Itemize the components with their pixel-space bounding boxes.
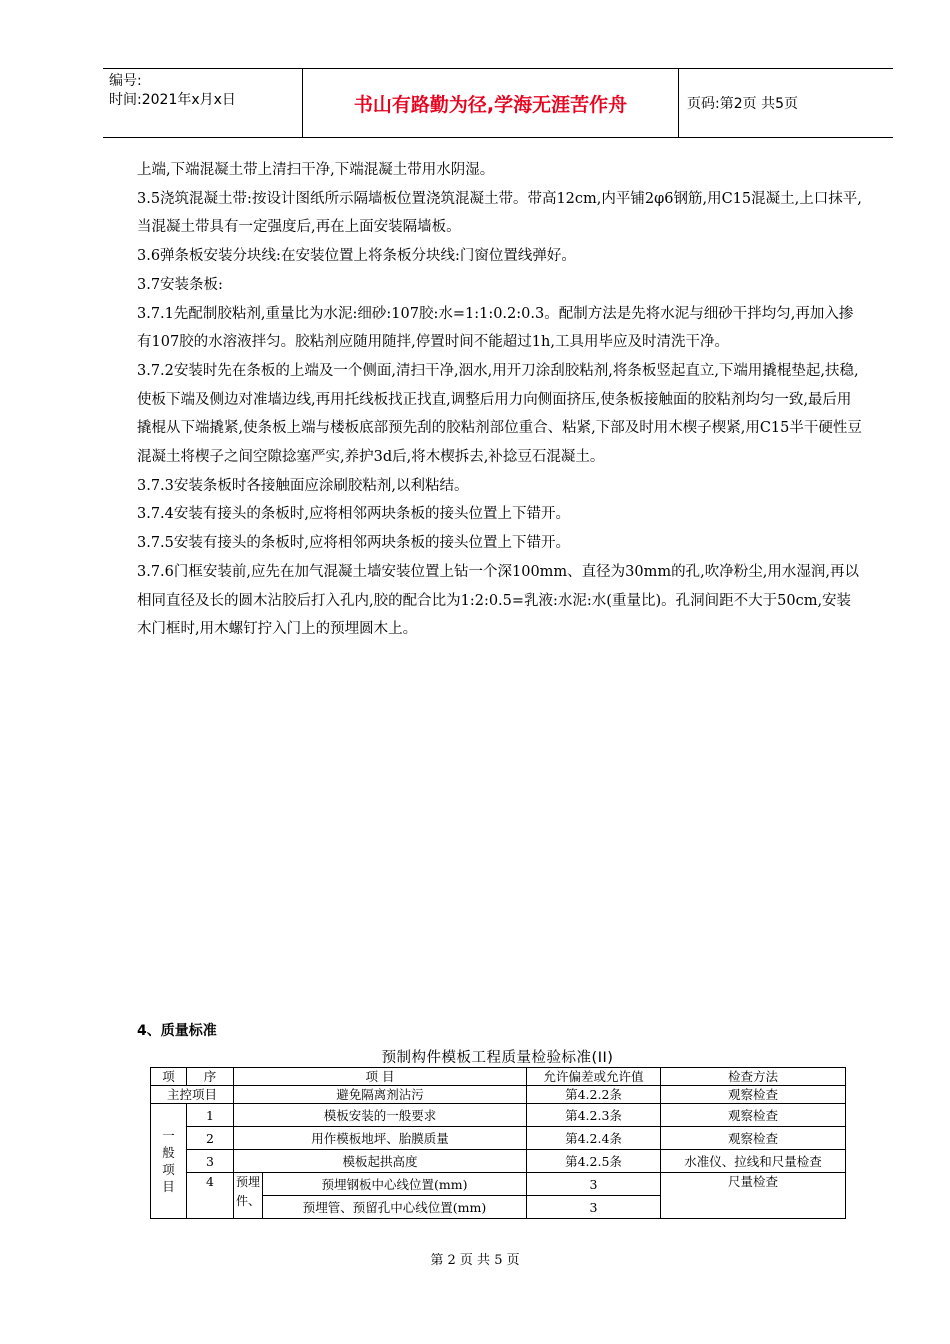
- row-tolerance: 第4.2.5条: [527, 1150, 661, 1173]
- table-header-row: [151, 1068, 846, 1086]
- section-title: 4、质量标准: [137, 1023, 217, 1039]
- row-tolerance: 3: [527, 1173, 661, 1196]
- header-tolerance: 允许偏差或允许值: [527, 1068, 661, 1086]
- row-seq: 2: [187, 1127, 234, 1150]
- row-tolerance: 第4.2.4条: [527, 1127, 661, 1150]
- row-content: 预埋管、预留孔中心线位置(mm): [263, 1196, 527, 1219]
- row-method: 尺量检查: [661, 1173, 846, 1219]
- row-seq: 4: [187, 1173, 234, 1219]
- paragraph: 3.7.6门框安装前,应先在加气混凝土墙安装位置上钻一个深100mm、直径为30mm的孔,吹净粉尘,用水湿润,再以相同直径及长的圆木沾胶后打入孔内,胶的配合比为1:2:0.5=乳液:水泥:水(重量比)。孔洞间距不大于50cm,安装木门框时,用木螺钉拧入门上的预埋圆木上。: [137, 563, 859, 638]
- row-content: 避免隔离剂沾污: [234, 1086, 527, 1104]
- paragraph: 3.7安装条板:: [137, 276, 223, 293]
- header-content: 项 目: [234, 1068, 527, 1086]
- table-row: [151, 1173, 846, 1196]
- table-row: [151, 1086, 846, 1104]
- paragraph: 3.5浇筑混凝土带:按设计图纸所示隔墙板位置浇筑混凝土带。带高12cm,内平铺2φ6钢筋,用C15混凝土,上口抹平,当混凝土带具有一定强度后,再在上面安装隔墙板。: [137, 190, 862, 236]
- paragraph: 3.6弹条板安装分块线:在安装位置上将条板分块线:门窗位置线弹好。: [137, 248, 576, 265]
- paragraph: 3.7.4安装有接头的条板时,应将相邻两块条板的接头位置上下错开。: [137, 506, 571, 523]
- page-header: [103, 68, 893, 138]
- row4-sub-label: 预埋件、: [234, 1173, 263, 1219]
- row-method: 观察检查: [661, 1104, 846, 1127]
- table-row: [151, 1104, 846, 1127]
- paragraph: 3.7.5安装有接头的条板时,应将相邻两块条板的接头位置上下错开。: [137, 535, 571, 552]
- general-category: 一 般 项 目: [151, 1104, 187, 1219]
- header-seq: 序: [187, 1068, 234, 1086]
- paragraph: 上端,下端混凝土带上清扫干净,下端混凝土带用水阴湿。: [137, 162, 495, 178]
- row-seq: 3: [187, 1150, 234, 1173]
- header-slogan: 书山有路勤为径,学海无涯苦作舟: [303, 69, 679, 137]
- header-page-number: 页码:第2页 共5页: [687, 96, 798, 112]
- row-content: 用作模板地坪、胎膜质量: [234, 1127, 527, 1150]
- document-time-label: 时间:2021年x月x日: [109, 92, 236, 108]
- row-content: 模板安装的一般要求: [234, 1104, 527, 1127]
- row-method: 观察检查: [661, 1086, 846, 1104]
- row-content: 模板起拱高度: [234, 1150, 527, 1173]
- table-row: [151, 1127, 846, 1150]
- body-text: [137, 156, 862, 644]
- row-method: 水准仪、拉线和尺量检查: [661, 1150, 846, 1173]
- document-number-label: 编号:: [109, 73, 142, 89]
- header-info: [103, 69, 303, 137]
- row-tolerance: 第4.2.3条: [527, 1104, 661, 1127]
- paragraph: 3.7.1先配制胶粘剂,重量比为水泥:细砂:107胶:水=1:1:0.2:0.3。配制方法是先将水泥与细砂干拌均匀,再加入掺有107胶的水溶液拌匀。胶粘剂应随用随拌,停置时间不能超过1h,工具用毕应及时清洗干净。: [137, 305, 854, 351]
- header-item: 项: [151, 1068, 187, 1086]
- row-method: 观察检查: [661, 1127, 846, 1150]
- header-method: 检查方法: [661, 1068, 846, 1086]
- quality-table: [150, 1067, 846, 1219]
- row-tolerance: 3: [527, 1196, 661, 1219]
- row-seq: 1: [187, 1104, 234, 1127]
- table-title: 预制构件模板工程质量检验标准(II): [381, 1050, 614, 1066]
- page-footer: 第 2 页 共 5 页: [430, 1253, 520, 1268]
- main-category: 主控项目: [151, 1086, 234, 1104]
- row-content: 预埋钢板中心线位置(mm): [263, 1173, 527, 1196]
- table-row: [151, 1150, 846, 1173]
- paragraph: 3.7.3安装条板时各接触面应涂刷胶粘剂,以利粘结。: [137, 477, 469, 494]
- paragraph: 3.7.2安装时先在条板的上端及一个侧面,清扫干净,洇水,用开刀涂刮胶粘剂,将条板竖起直立,下端用撬棍垫起,扶稳,使板下端及侧边对准墙边线,再用托线板找正找直,调整后用力向侧面挤压,使条板接触面的胶粘剂均匀一致,最后用撬棍从下端撬紧,使条板上端与楼板底部预先刮的胶粘剂部位重合、粘紧,下部及时用木楔子楔紧,用C15半干硬性豆混凝土将楔子之间空隙捻塞严实,养护3d后,将木楔拆去,补捻豆石混凝土。: [137, 362, 862, 466]
- row-tolerance: 第4.2.2条: [527, 1086, 661, 1104]
